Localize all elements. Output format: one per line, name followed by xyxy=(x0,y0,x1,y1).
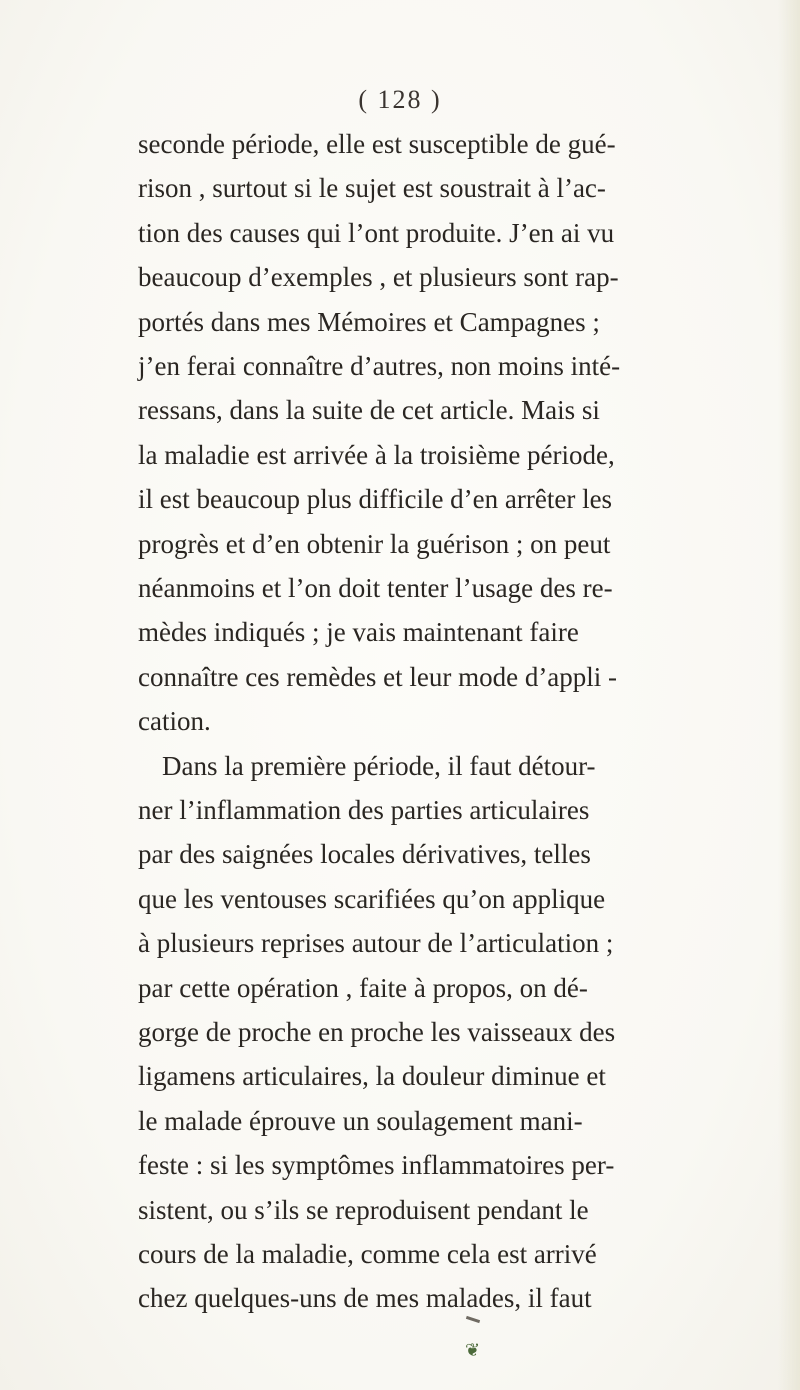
text-line: ressans, dans la suite de cet article. Mais si xyxy=(138,395,600,426)
text-line: que les ventouses scarifiées qu’on applique xyxy=(138,883,606,914)
text-line: connaître ces remèdes et leur mode d’appli - xyxy=(138,661,618,692)
text-line: néanmoins et l’on doit tenter l’usage des re- xyxy=(138,573,613,603)
text-line: cation. xyxy=(138,706,211,737)
text-line: ligamens articulaires, la douleur diminue et xyxy=(138,1061,606,1092)
text-line: ner l’inflammation des parties articulaires xyxy=(138,795,590,825)
text-line: sistent, ou s’ils se reproduisent pendant le xyxy=(138,1194,589,1225)
text-line: rison , surtout si le sujet est soustrait à l’ac- xyxy=(138,173,606,204)
page-number: ( 128 ) xyxy=(358,85,442,114)
text-line: par des saignées locales dérivatives, telles xyxy=(138,839,591,870)
paragraph-start-line: Dans la première période, il faut détour- xyxy=(162,750,596,781)
text-line: la maladie est arrivée à la troisième période, xyxy=(138,439,615,470)
text-line: chez quelques-uns de mes malades, il faut xyxy=(138,1283,592,1314)
text-line: à plusieurs reprises autour de l’articulation ; xyxy=(138,928,614,959)
text-line: cours de la maladie, comme cela est arrivé xyxy=(138,1239,597,1269)
text-line: j’en ferai connaître d’autres, non moins inté- xyxy=(138,351,621,381)
text-line: mèdes indiqués ; je vais maintenant faire xyxy=(138,617,579,648)
text-line: portés dans mes Mémoires et Campagnes ; xyxy=(138,306,600,337)
text-line: beaucoup d’exemples , et plusieurs sont rap- xyxy=(138,262,619,293)
text-line: le malade éprouve un soulagement mani- xyxy=(138,1105,583,1136)
page-edge-shadow xyxy=(778,0,800,1390)
printer-ornament-icon: ❦ xyxy=(465,1340,481,1361)
text-line: par cette opération , faite à propos, on dé- xyxy=(138,972,588,1003)
ink-dash-mark xyxy=(466,1316,480,1323)
text-line: progrès et d’en obtenir la guérison ; on peut xyxy=(138,528,611,559)
text-line: tion des causes qui l’ont produite. J’en ai vu xyxy=(138,217,615,248)
text-line: il est beaucoup plus difficile d’en arrêter les xyxy=(138,484,613,515)
text-line: seconde période, elle est susceptible de gué- xyxy=(138,129,616,159)
text-line: gorge de proche en proche les vaisseaux des xyxy=(138,1017,616,1047)
text-line: feste : si les symptômes inflammatoires per- xyxy=(138,1150,615,1181)
